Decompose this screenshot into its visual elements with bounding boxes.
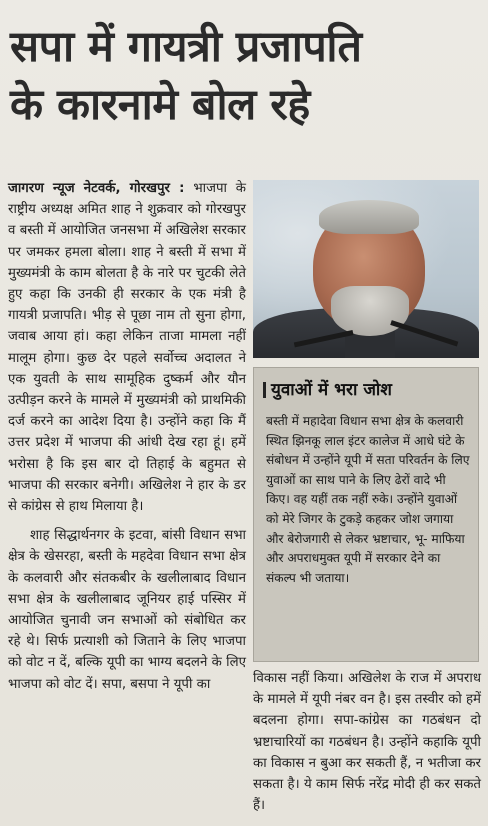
article-paragraph-1	[8, 178, 246, 517]
byline: जागरण न्यूज नेटवर्क, गोरखपुर :	[8, 181, 185, 196]
headline-line-2: के कारनामे बोल रहे	[10, 80, 310, 130]
amit-shah-photo	[253, 180, 479, 358]
headline-line-1: सपा में गायत्री प्रजापति	[10, 22, 362, 72]
article-paragraph-3: विकास नहीं किया। अखिलेश के राज में अपराध के मामले में यूपी नंबर वन है। इस तस्वीर को हमें बदलना होगा। सपा-कांग्रेस का गठबंधन दो भ्रष्टाचारियों का गठबंधन है। उन्होंने कहाकि यूपी का विकास न बुआ कर सकती हैं, न भतीजा कर सकता है। ये काम सिर्फ नरेंद्र मोदी ही कर सकते हैं।	[253, 671, 481, 814]
sidebar-title: युवाओं में भरा जोश	[263, 378, 392, 402]
sidebar-box	[253, 367, 479, 662]
article-left-column	[8, 178, 246, 695]
article-paragraph-1-text: भाजपा के राष्ट्रीय अध्यक्ष अमित शाह ने शुक्रवार को गोरखपुर व बस्ती में आयोजित जनसभा में अखिलेश सरकार पर जमकर हमला बोला। शाह ने बस्ती में सभा में मुख्यमंत्री के काम बोलता है के नारे पर चुटकी लेते हुए कहा कि उनकी ही सरकार के एक मंत्री है गायत्री प्रजापति। भीड़ से पूछा नाम तो सुना होगा, जवाब आया हां। कहा लेकिन ताजा मामला नहीं मालूम होगा। कुछ देर पहले सर्वोच्च अदालत ने एक युवती के साथ सामूहिक दुष्कर्म और यौन उत्पीड़न करने के मामले में मुख्यमंत्री को प्राथमिकी दर्ज करने का आदेश दिया है। उन्होंने कहा कि मैं उत्तर प्रदेश में भाजपा की आंधी देख रहा हूं। हमें भरोसा है कि इस बार दो तिहाई के बहुमत से भाजपा की सरकार बनेगी। अखिलेश ने हार के डर से कांग्रेस से हाथ मिलाया है।	[8, 181, 246, 515]
article-paragraph-2: शाह सिद्धार्थनगर के इटवा, बांसी विधान सभा क्षेत्र के खेसरहा, बस्ती के महदेवा विधान सभा क्षेत्र के कलवारी और संतकबीर के खलीलाबाद विधान सभा क्षेत्र के खलीलाबाद जूनियर हाई पस्सिर में आयोजित चुनावी जन सभाओं को संबोधित कर रहे थे। सिर्फ प्रत्याशी को जिताने के लिए भाजपा को वोट न दें, बल्कि यूपी का भाग्य बदलने के लिए भाजपा को वोट दें। सपा, बसपा ने यूपी का	[8, 528, 246, 692]
sidebar-body: बस्ती में महादेवा विधान सभा क्षेत्र के कलवारी स्थित झिनकू लाल इंटर कालेज में आधे घंटे के संबोधन में उन्होंने यूपी में सता परिवर्तन के लिए युवाओं का साथ पाने के लिए ढेरों वादे भी किए। वह यहीं तक नहीं रुके। उन्होंने युवाओं को मेरे जिगर के टुकड़े कहकर जोश जगाया और बेरोजगारी से लेकर भ्रष्टाचार, भू- माफिया और अपराधमुक्त यूपी में सरकार देने का संकल्प भी जताया।	[266, 414, 470, 585]
article-continuation	[253, 668, 481, 816]
headline	[10, 18, 480, 134]
